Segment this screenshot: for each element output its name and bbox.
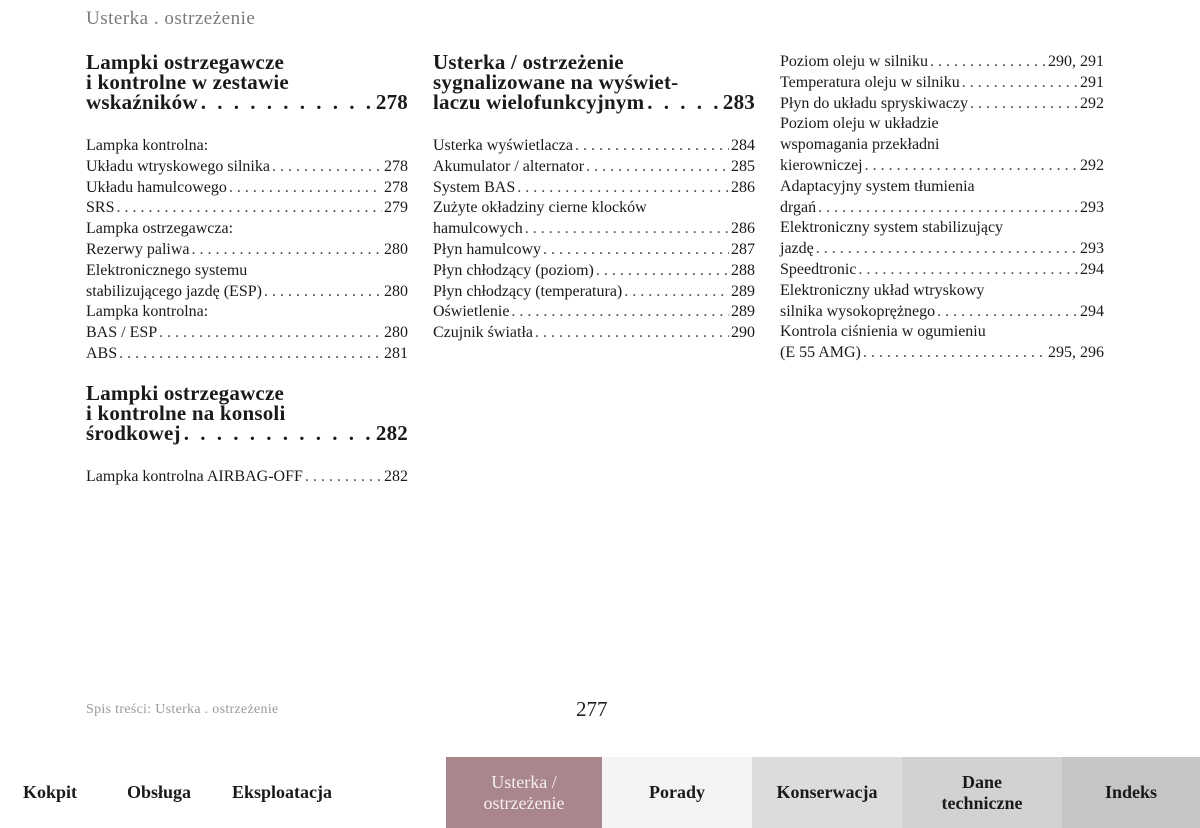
- toc-entry[interactable]: [433, 323, 755, 344]
- dot-leader: [272, 157, 382, 178]
- toc-entry[interactable]: [780, 343, 1104, 364]
- dot-leader: [535, 323, 729, 344]
- toc-entry[interactable]: [433, 157, 755, 178]
- toc-entry-text: Układu hamulcowego: [86, 178, 227, 196]
- nav-tab-label: Konserwacja: [776, 782, 878, 802]
- chapter-nav: [0, 757, 1200, 828]
- nav-tab-porady[interactable]: [602, 757, 752, 828]
- toc-entry-text: Usterka wyświetlacza: [433, 137, 573, 154]
- section-title-line: laczu wielofunkcyjnym: [433, 90, 645, 114]
- section-title-line: i kontrolne na konsoli: [86, 400, 286, 425]
- toc-entry-text: BAS / ESP: [86, 324, 158, 342]
- dot-leader: [816, 239, 1078, 260]
- dot-leader: [305, 467, 382, 488]
- nav-tab-label: Porady: [649, 782, 705, 802]
- dot-leader: [937, 302, 1078, 323]
- nav-tab-label: techniczne: [941, 792, 1023, 813]
- section-title-line: środkowej: [86, 420, 181, 445]
- toc-entry-text: stabilizującego jazdę (ESP): [86, 282, 262, 300]
- nav-tab-blank: [346, 757, 446, 828]
- toc-entry-page: 280: [384, 324, 408, 342]
- page-header: Usterka . ostrzeżenie: [86, 8, 256, 29]
- toc-entry-text: Płyn do układu spryskiwaczy: [780, 94, 968, 112]
- toc-entry-page: 278: [384, 178, 408, 196]
- toc-entry-page: 290: [731, 324, 755, 342]
- nav-tab-indeks[interactable]: [1062, 757, 1200, 828]
- toc-entry[interactable]: [86, 240, 408, 261]
- toc-entry-page: 292: [1080, 156, 1104, 174]
- dot-leader: [818, 198, 1078, 219]
- toc-entry[interactable]: [780, 322, 1104, 343]
- toc-entry-page: 287: [731, 240, 755, 258]
- section-title-line: Usterka / ostrzeżenie: [433, 50, 624, 74]
- footer-label: Spis treści: Usterka . ostrzeżenie: [86, 702, 279, 717]
- section-title: [86, 52, 408, 112]
- toc-entry-text: kierowniczej: [780, 156, 863, 174]
- toc-column-1: [86, 52, 408, 488]
- section-page[interactable]: 283: [722, 90, 755, 114]
- toc-entry-page: 280: [384, 282, 408, 300]
- toc-entry-text: Lampka kontrolna:: [86, 303, 209, 321]
- dot-leader: [930, 52, 1046, 73]
- toc-entry[interactable]: [780, 218, 1104, 239]
- nav-tab-kokpit[interactable]: [0, 757, 100, 828]
- nav-tab-eksploatacja[interactable]: [218, 757, 346, 828]
- toc-entry-page: 285: [731, 157, 755, 175]
- toc-entry[interactable]: [86, 178, 408, 199]
- toc-list: [780, 52, 1104, 364]
- toc-entry-page: 286: [731, 220, 755, 238]
- toc-entry-text: Czujnik światła: [433, 324, 533, 342]
- toc-entry[interactable]: [780, 52, 1104, 73]
- toc-entry-page: 290, 291: [1048, 53, 1104, 70]
- toc-entry-text: Płyn chłodzący (temperatura): [433, 282, 623, 300]
- toc-entry-text: SRS: [86, 199, 115, 217]
- toc-list: [433, 136, 755, 344]
- toc-entry-text: hamulcowych: [433, 220, 523, 238]
- nav-tab-obsluga[interactable]: [100, 757, 218, 828]
- toc-entry-text: Oświetlenie: [433, 303, 510, 321]
- dot-leader: [229, 178, 382, 199]
- toc-entry-text: Adaptacyjny system tłumienia: [780, 177, 975, 195]
- toc-entry[interactable]: [433, 240, 755, 261]
- toc-entry[interactable]: [780, 260, 1104, 281]
- toc-entry[interactable]: [86, 467, 408, 488]
- toc-column-3: [780, 52, 1104, 364]
- toc-entry-page: 293: [1080, 198, 1104, 216]
- section-title-line: Lampki ostrzegawcze: [86, 380, 284, 405]
- section-title-line: sygnalizowane na wyświet-: [433, 70, 679, 94]
- toc-entry[interactable]: [86, 136, 408, 157]
- toc-entry-text: wspomagania przekładni: [780, 136, 940, 154]
- toc-column-2: [433, 52, 755, 344]
- dot-leader: [201, 92, 373, 112]
- toc-entry[interactable]: [433, 178, 755, 199]
- toc-entry-text: Temperatura oleju w silniku: [780, 73, 960, 91]
- toc-entry[interactable]: [780, 198, 1104, 219]
- dot-leader: [962, 73, 1078, 94]
- toc-entry-text: Lampka ostrzegawcza:: [86, 220, 234, 238]
- toc-entry-text: Rezerwy paliwa: [86, 240, 190, 258]
- dot-leader: [575, 136, 729, 157]
- toc-list: [86, 467, 408, 488]
- toc-entry-text: Akumulator / alternator: [433, 157, 585, 175]
- dot-leader: [647, 92, 720, 112]
- dot-leader: [624, 282, 729, 303]
- toc-entry-page: 294: [1080, 302, 1104, 320]
- toc-entry[interactable]: [780, 156, 1104, 177]
- toc-entry-page: 291: [1080, 73, 1104, 91]
- dot-leader: [184, 423, 373, 443]
- toc-entry-text: Zużyte okładziny cierne klocków: [433, 199, 647, 217]
- dot-leader: [596, 261, 729, 282]
- toc-entry-text: Układu wtryskowego silnika: [86, 157, 270, 175]
- dot-leader: [264, 282, 382, 303]
- toc-entry[interactable]: [86, 261, 408, 282]
- toc-entry[interactable]: [433, 261, 755, 282]
- toc-entry-text: Lampka kontrolna AIRBAG-OFF: [86, 467, 303, 485]
- toc-entry[interactable]: [433, 219, 755, 240]
- section-page[interactable]: 278: [375, 90, 408, 114]
- toc-list: [86, 136, 408, 365]
- toc-entry-text: ABS: [86, 344, 118, 362]
- toc-entry-text: Lampka kontrolna:: [86, 137, 209, 154]
- toc-entry-text: Elektroniczny system stabilizujący: [780, 219, 1004, 237]
- section-title: [86, 380, 408, 445]
- toc-entry[interactable]: [780, 281, 1104, 302]
- nav-tab-usterka-active[interactable]: [446, 757, 602, 828]
- dot-leader: [159, 323, 382, 344]
- toc-entry-page: 280: [384, 240, 408, 258]
- toc-entry[interactable]: [86, 282, 408, 303]
- nav-tab-label: Dane: [961, 771, 1002, 792]
- toc-entry[interactable]: [433, 282, 755, 303]
- dot-leader: [858, 260, 1078, 281]
- section-title-line: i kontrolne w zestawie: [86, 70, 289, 94]
- nav-tab-label: Usterka /: [491, 771, 557, 792]
- toc-entry-page: 278: [384, 157, 408, 175]
- toc-entry-page: 293: [1080, 240, 1104, 258]
- toc-entry[interactable]: [86, 219, 408, 240]
- toc-entry[interactable]: [86, 323, 408, 344]
- toc-entry-page: 292: [1080, 94, 1104, 112]
- toc-entry[interactable]: [86, 344, 408, 365]
- toc-entry-text: Poziom oleju w silniku: [780, 53, 928, 70]
- toc-entry-page: 289: [731, 282, 755, 300]
- dot-leader: [119, 344, 382, 365]
- toc-entry[interactable]: [86, 302, 408, 323]
- toc-entry[interactable]: [780, 94, 1104, 115]
- toc-entry-text: Płyn chłodzący (poziom): [433, 261, 594, 279]
- section-title-line: Lampki ostrzegawcze: [86, 50, 284, 74]
- dot-leader: [970, 94, 1078, 115]
- dot-leader: [863, 343, 1046, 364]
- dot-leader: [511, 302, 729, 323]
- toc-entry[interactable]: [780, 177, 1104, 198]
- toc-entry-text: Elektronicznego systemu: [86, 261, 248, 279]
- toc-entry[interactable]: [780, 302, 1104, 323]
- toc-entry-text: System BAS: [433, 178, 516, 196]
- toc-entry-page: 279: [384, 199, 408, 217]
- nav-tab-label: Obsługa: [126, 782, 192, 802]
- section-title-line: wskaźników: [86, 90, 198, 114]
- section-page[interactable]: 282: [375, 420, 408, 445]
- toc-entry[interactable]: [780, 114, 1104, 135]
- toc-entry-text: Elektroniczny układ wtryskowy: [780, 281, 985, 299]
- toc-entry-text: Speedtronic: [780, 260, 857, 278]
- toc-entry[interactable]: [780, 73, 1104, 94]
- dot-leader: [116, 198, 382, 219]
- toc-entry[interactable]: [86, 198, 408, 219]
- toc-entry[interactable]: [780, 135, 1104, 156]
- toc-entry-page: 289: [731, 303, 755, 321]
- nav-tab-konserwacja[interactable]: [752, 757, 902, 828]
- toc-entry[interactable]: [433, 302, 755, 323]
- dot-leader: [525, 219, 729, 240]
- section-title: [433, 52, 755, 112]
- toc-entry-text: (E 55 AMG): [780, 344, 861, 362]
- toc-entry-page: 286: [731, 178, 755, 196]
- dot-leader: [192, 240, 382, 261]
- nav-tab-label: Eksploatacja: [231, 782, 332, 802]
- toc-entry-page: 288: [731, 261, 755, 279]
- nav-tab-label: ostrzeżenie: [483, 792, 565, 813]
- toc-entry-text: Poziom oleju w układzie: [780, 115, 939, 133]
- toc-entry-page: 294: [1080, 260, 1104, 278]
- nav-tab-label: Kokpit: [22, 782, 78, 802]
- toc-entry-page: 281: [384, 344, 408, 362]
- page-number: 277: [576, 697, 608, 721]
- toc-entry-page: 295, 296: [1048, 344, 1104, 362]
- nav-tab-dane-techniczne[interactable]: [902, 757, 1062, 828]
- toc-entry[interactable]: [433, 136, 755, 157]
- dot-leader: [586, 157, 729, 178]
- dot-leader: [865, 156, 1078, 177]
- toc-entry-text: drgań: [780, 198, 817, 216]
- dot-leader: [517, 178, 729, 199]
- toc-entry[interactable]: [86, 157, 408, 178]
- toc-entry-page: 284: [731, 137, 755, 154]
- toc-entry-text: Kontrola ciśnienia w ogumieniu: [780, 323, 986, 341]
- toc-entry[interactable]: [433, 198, 755, 219]
- toc-entry-text: Płyn hamulcowy: [433, 240, 541, 258]
- dot-leader: [543, 240, 729, 261]
- toc-entry[interactable]: [780, 239, 1104, 260]
- toc-entry-text: silnika wysokoprężnego: [780, 302, 936, 320]
- nav-tab-label: Indeks: [1104, 782, 1158, 802]
- toc-entry-page: 282: [384, 467, 408, 485]
- toc-entry-text: jazdę: [780, 240, 814, 258]
